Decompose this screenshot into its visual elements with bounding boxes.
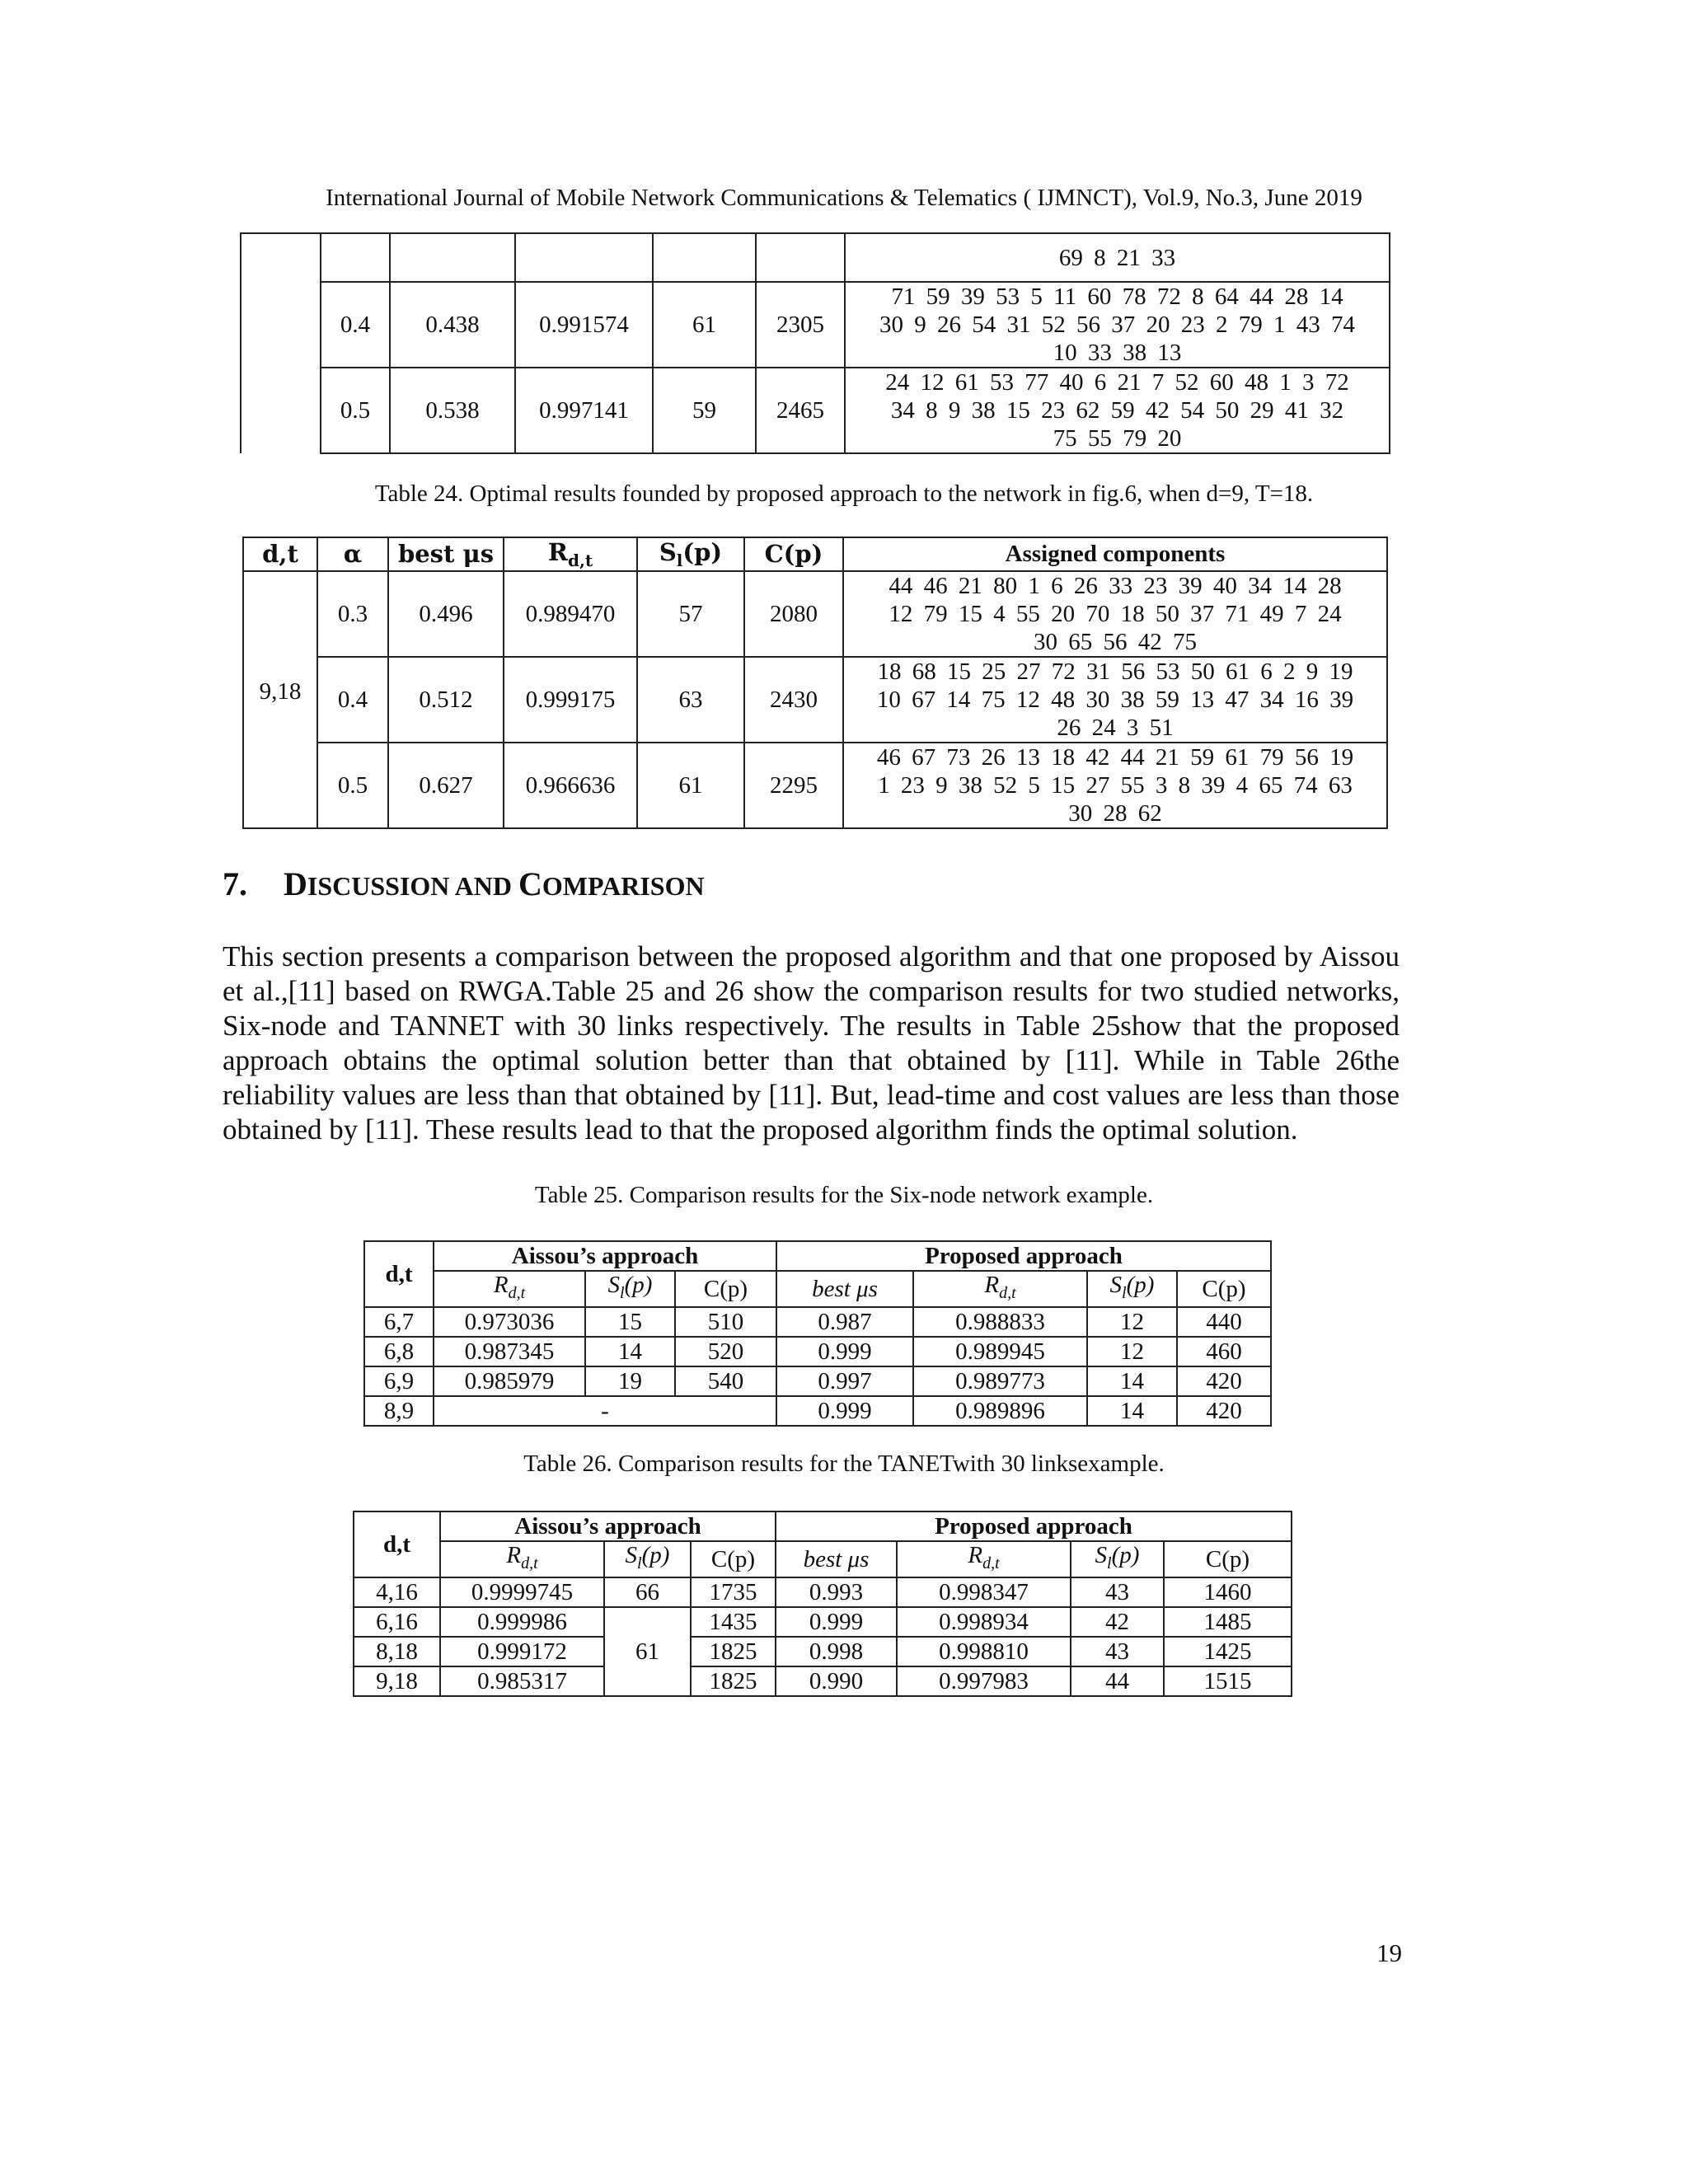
table-row: 4,16 0.9999745 66 1735 0.993 0.998347 43 1460: [354, 1577, 1292, 1607]
table-row: 6,9 0.985979 19 540 0.997 0.989773 14 420: [364, 1366, 1271, 1396]
table-row: 0.5 0.538 0.997141 59 2465 24 12 61 53 77 40 6 21 7 52 60 48 1 3 72 34 8 9 38 15 23 62 59 42 54 50 29 41 32 75 55 79 20: [241, 368, 1390, 453]
table-row: 0.4 0.512 0.999175 63 2430 18 68 15 25 27 72 31 56 53 50 61 6 2 9 19 10 67 14 75 12 48 30 38 59 13 47 34 16 39 26 24 3 51: [243, 657, 1387, 743]
table-26: d,t Aissou’s approach Proposed approach $R_{d,t}$ $S_l(p)$ C(p) best μs $R_{d,t}$ $S_l(p)$ C(p) 4,16 0.9999745 66 1735 0.993 0.998347 43 1460 6,16 0.999986 61 1435 0.999 0.998934 42 1485 8,18 0.999172 1825 0.998 0.998810 43 1425 9,18 0.985317 1825 0.990 0.997983 44 1515: [353, 1511, 1292, 1697]
page-number: 19: [1376, 1938, 1402, 1967]
table-24: [242, 537, 1388, 829]
body-paragraph: This section presents a comparison between the proposed algorithm and that one proposed by Aissou et al.,[11] based on RWGA.Table 25 and 26 show the comparison results for two studied networks, Six-node and TANNET with 30 links respectively. The results in Table 25show that the proposed approach obtains the optimal solution better than that obtained by [11]. While in Table 26the reliability values are less than that obtained by [11]. But, lead-time and cost values are less than those obtained by [11]. These results lead to that the proposed algorithm finds the optimal solution.: [223, 940, 1400, 1146]
table-cell-components: 69 8 21 33: [845, 233, 1390, 282]
table-25-caption: Table 25. Comparison results for the Six-node network example.: [534, 1182, 1154, 1208]
header-alpha: α: [317, 537, 388, 571]
header-aissou: Aissou’s approach: [434, 1241, 776, 1271]
table-row: 9,18 0.985317 1825 0.990 0.997983 44 1515: [354, 1666, 1292, 1696]
table-row: 9,18 0.3 0.496 0.989470 57 2080 44 46 21 80 1 6 26 33 23 39 40 34 14 28 12 79 15 4 55 20 70 18 50 37 71 49 7 24 30 65 56 42 75: [243, 571, 1387, 657]
header-dt: d,t: [243, 537, 317, 571]
table-row: 0.4 0.438 0.991574 61 2305 71 59 39 53 5 11 60 78 72 8 64 44 28 14 30 9 26 54 31 52 56 37 20 23 2 79 1 43 74 10 33 38 13: [241, 282, 1390, 368]
table-cell-dt-empty: [241, 233, 321, 453]
table-cell-components: 46 67 73 26 13 18 42 44 21 59 61 79 56 19 1 23 9 38 52 5 15 27 55 3 8 39 4 65 74 63 30 28 62: [843, 743, 1387, 828]
header-proposed: Proposed approach: [776, 1241, 1271, 1271]
header-proposed: Proposed approach: [776, 1511, 1292, 1541]
table-row: 8,18 0.999172 1825 0.998 0.998810 43 1425: [354, 1637, 1292, 1666]
table-row: 8,9 - 0.999 0.989896 14 420: [364, 1396, 1271, 1426]
table-row: 6,8 0.987345 14 520 0.999 0.989945 12 460: [364, 1337, 1271, 1366]
header-components: Assigned components: [843, 537, 1387, 571]
running-header: International Journal of Mobile Network Communications & Telematics ( IJMNCT), Vol.9, No.3, June 2019: [326, 185, 1362, 211]
table-cell-shared-s: 61: [604, 1607, 691, 1696]
table-24-caption: Table 24. Optimal results founded by proposed approach to the network in fig.6, when d=9, T=18.: [374, 480, 1314, 507]
header-dt: d,t: [364, 1241, 434, 1307]
table-cell-components: 44 46 21 80 1 6 26 33 23 39 40 34 14 28 12 79 15 4 55 20 70 18 50 37 71 49 7 24 30 65 56 42 75: [843, 571, 1387, 657]
table-cell-components: 18 68 15 25 27 72 31 56 53 50 61 6 2 9 19 10 67 14 75 12 48 30 38 59 13 47 34 16 39 26 24 3 51: [843, 657, 1387, 743]
table-23-continuation: [240, 232, 1390, 454]
header-lead-time: $S_l(p)$: [637, 537, 744, 571]
table-cell-dt: 9,18: [243, 571, 317, 828]
section-heading: 7. DISCUSSION AND COMPARISON: [223, 865, 705, 902]
header-best-mu: best μs: [388, 537, 504, 571]
table-row: 0.5 0.627 0.966636 61 2295 46 67 73 26 13 18 42 44 21 59 61 79 56 19 1 23 9 38 52 5 15 27 55 3 8 39 4 65 74 63 30 28 62: [243, 743, 1387, 828]
table-row: 6,16 0.999986 61 1435 0.999 0.998934 42 1485: [354, 1607, 1292, 1637]
header-aissou: Aissou’s approach: [440, 1511, 776, 1541]
table-25: d,t Aissou’s approach Proposed approach $R_{d,t}$ $S_l(p)$ C(p) best μs $R_{d,t}$ $S_l(p)$ C(p) 6,7 0.973036 15 510 0.987 0.988833 12 440 6,8 0.987345 14 520 0.999 0.989945 12 460 6,9 0.985979 19 540 0.997 0.989773 14 420 8,9 - 0.999 0.989896 14 420: [363, 1240, 1272, 1427]
header-cost: C(p): [744, 537, 843, 571]
header-reliability: $R_{d,t}$: [504, 537, 637, 571]
table-row: 6,7 0.973036 15 510 0.987 0.988833 12 440: [364, 1307, 1271, 1337]
table-cell-components: 71 59 39 53 5 11 60 78 72 8 64 44 28 14 30 9 26 54 31 52 56 37 20 23 2 79 1 43 74 10 33 38 13: [845, 282, 1390, 368]
header-dt: d,t: [354, 1511, 440, 1577]
table-cell-components: 24 12 61 53 77 40 6 21 7 52 60 48 1 3 72 34 8 9 38 15 23 62 59 42 54 50 29 41 32 75 55 79 20: [845, 368, 1390, 453]
table-26-caption: Table 26. Comparison results for the TANETwith 30 linksexample.: [523, 1451, 1165, 1477]
